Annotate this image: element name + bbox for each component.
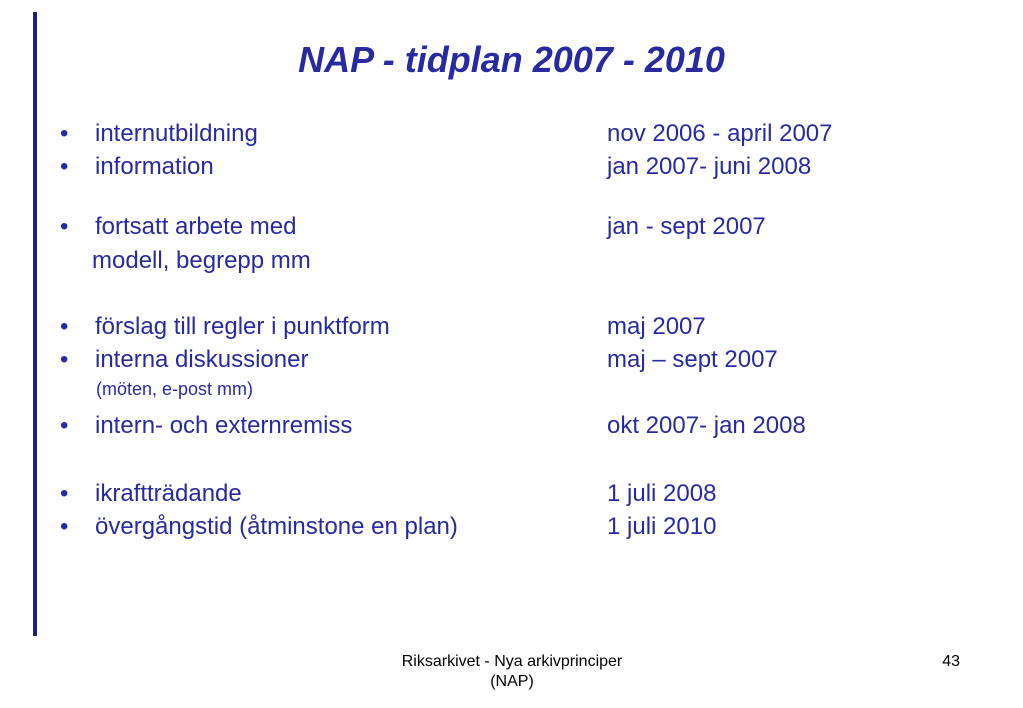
footer-source-line1: Riksarkivet - Nya arkivprinciper <box>401 653 623 670</box>
bullet-icon: • <box>60 120 69 147</box>
item-label: intern- och externremiss <box>95 412 353 439</box>
item-label: internutbildning <box>95 120 258 147</box>
item-label: förslag till regler i punktform <box>95 313 390 340</box>
list-item <box>0 345 1023 375</box>
item-date: 1 juli 2008 <box>607 480 717 507</box>
item-note: (möten, e-post mm) <box>96 379 254 399</box>
footer-source-line2: (NAP) <box>490 673 534 690</box>
item-label: övergångstid (åtminstone en plan) <box>95 513 458 540</box>
item-label: ikraftträdande <box>95 480 242 507</box>
item-date: okt 2007- jan 2008 <box>607 412 806 439</box>
bullet-icon: • <box>60 480 69 507</box>
list-item <box>0 152 1023 182</box>
item-date: 1 juli 2010 <box>607 513 717 540</box>
bullet-icon: • <box>60 313 69 340</box>
item-label: fortsatt arbete med <box>95 213 297 240</box>
item-date: maj – sept 2007 <box>607 346 778 373</box>
list-item <box>0 479 1023 509</box>
item-label: interna diskussioner <box>95 346 309 373</box>
footer-source <box>362 652 662 692</box>
item-date: jan - sept 2007 <box>607 213 766 240</box>
list-item-note <box>0 378 1023 400</box>
bullet-icon: • <box>60 346 69 373</box>
bullet-icon: • <box>60 213 69 240</box>
list-item <box>0 119 1023 149</box>
item-label-continuation: modell, begrepp mm <box>92 247 311 274</box>
bullet-icon: • <box>60 412 69 439</box>
item-date: nov 2006 - april 2007 <box>607 120 833 147</box>
list-item <box>0 411 1023 441</box>
bullet-icon: • <box>60 153 69 180</box>
list-item <box>0 512 1023 542</box>
list-item <box>0 312 1023 342</box>
item-date: maj 2007 <box>607 313 706 340</box>
list-item <box>0 212 1023 242</box>
item-label: information <box>95 153 214 180</box>
item-date: jan 2007- juni 2008 <box>607 153 812 180</box>
list-item-continuation <box>0 246 1023 276</box>
bullet-icon: • <box>60 513 69 540</box>
slide-title: NAP - tidplan 2007 - 2010 <box>298 39 725 80</box>
page-number: 43 <box>942 653 960 670</box>
